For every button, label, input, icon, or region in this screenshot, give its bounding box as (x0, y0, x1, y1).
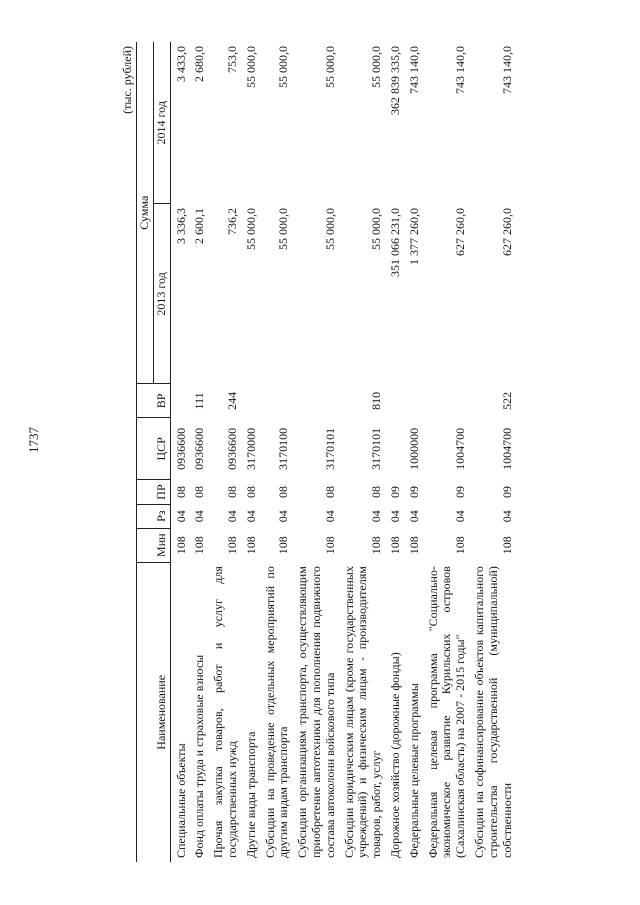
rotated-content (120, 42, 610, 862)
table-row (208, 42, 241, 862)
cell-2014: 55 000,0 (243, 46, 258, 88)
cell-vr (423, 384, 469, 418)
header-name: Наименование (137, 562, 171, 862)
cell-csr: 1000000 (406, 427, 421, 470)
cell-csr: 3170101 (322, 427, 337, 470)
header-2013: 2013 год (153, 204, 170, 384)
table-body (170, 42, 515, 862)
cell-min: 108 (224, 536, 239, 555)
cell-csr: 0936600 (192, 427, 207, 470)
header-csr: ЦСР (137, 418, 171, 480)
cell-rz: 04 (173, 510, 188, 523)
cell-name: Субсидии юридическим лицам (кроме государственных учреждений) и физическим лицам - производителям товаров, работ, услуг (341, 566, 384, 858)
cell-2013: 1 377 260,0 (406, 207, 421, 265)
cell-2013: 351 066 231,0 (387, 207, 402, 277)
cell-2014: 55 000,0 (322, 46, 337, 88)
cell-csr: 3170000 (243, 427, 258, 470)
cell-csr: 1004700 (453, 427, 468, 470)
cell-vr (292, 384, 338, 418)
cell-2014: 743 140,0 (406, 46, 421, 94)
cell-2013: 55 000,0 (369, 207, 384, 250)
cell-pr: 08 (192, 486, 207, 499)
cell-pr: 08 (369, 486, 384, 499)
cell-vr: 810 (369, 391, 384, 410)
header-2014: 2014 год (153, 42, 170, 204)
table-row (339, 42, 385, 862)
table-row (404, 42, 423, 862)
table-row (260, 42, 293, 862)
table-header (137, 42, 171, 862)
cell-rz: 04 (453, 510, 468, 523)
cell-vr (241, 384, 260, 418)
cell-csr: 1004700 (499, 427, 514, 470)
cell-2013: 736,2 (224, 207, 239, 235)
table-row (469, 42, 515, 862)
cell-rz: 04 (276, 510, 291, 523)
cell-min: 108 (387, 536, 402, 555)
cell-vr (170, 384, 189, 418)
cell-vr: 244 (224, 391, 239, 410)
cell-2014: 362 839 335,0 (387, 46, 402, 115)
cell-min: 108 (453, 536, 468, 555)
cell-name: Федеральные целевые программы (406, 683, 421, 858)
cell-2013: 2 600,1 (192, 207, 207, 244)
cell-pr: 09 (406, 486, 421, 499)
cell-vr: 522 (499, 391, 514, 410)
cell-pr: 08 (243, 486, 258, 499)
cell-min: 108 (369, 536, 384, 555)
cell-rz: 04 (192, 510, 207, 523)
table-row (189, 42, 208, 862)
cell-2013: 55 000,0 (276, 207, 291, 250)
header-sum: Сумма (137, 42, 154, 384)
cell-2014: 753,0 (224, 46, 239, 73)
cell-min: 108 (192, 536, 207, 555)
cell-pr: 09 (499, 486, 514, 499)
cell-name: Прочая закупка товаров, работ и услуг для государственных нужд (211, 566, 239, 858)
cell-name: Субсидии на проведение отдельных мероприятий по другим видам транспорта (262, 566, 291, 858)
cell-name: Специальные объекты (173, 743, 188, 858)
cell-rz: 04 (387, 510, 402, 523)
cell-name: Федеральная целевая программа "Социально-экономическое развитие Курильских островов (Сахалинская область) на 2007 - 2015 годы" (425, 566, 468, 858)
cell-rz: 04 (369, 510, 384, 523)
cell-min: 108 (406, 536, 421, 555)
cell-csr (385, 418, 404, 480)
cell-2013: 55 000,0 (322, 207, 337, 250)
cell-rz: 04 (243, 510, 258, 523)
cell-vr (404, 384, 423, 418)
budget-table (136, 42, 515, 862)
cell-2013: 627 260,0 (453, 207, 468, 256)
cell-vr (260, 384, 293, 418)
cell-2014: 3 433,0 (173, 46, 188, 82)
cell-min: 108 (243, 536, 258, 555)
cell-2014: 2 680,0 (192, 46, 207, 82)
table-row (423, 42, 469, 862)
table-row (170, 42, 189, 862)
cell-csr: 0936600 (224, 427, 239, 470)
table-row (292, 42, 338, 862)
cell-name: Дорожное хозяйство (дорожные фонды) (387, 652, 402, 858)
cell-2013: 55 000,0 (243, 207, 258, 250)
cell-min: 108 (322, 536, 337, 555)
header-pr: ПР (137, 480, 171, 504)
cell-name: Фонд оплаты труда и страховые взносы (192, 654, 207, 858)
header-rz: Рз (137, 504, 171, 528)
cell-2014: 743 140,0 (499, 46, 514, 94)
cell-pr: 08 (276, 486, 291, 499)
cell-2013: 3 336,3 (173, 207, 188, 244)
table-row (241, 42, 260, 862)
cell-2014: 55 000,0 (276, 46, 291, 88)
cell-pr: 09 (387, 486, 402, 499)
rotated-page (120, 42, 610, 862)
cell-name: Другие виды транспорта (243, 731, 258, 858)
cell-min: 108 (499, 536, 514, 555)
header-vr: ВР (137, 384, 171, 418)
cell-pr: 08 (322, 486, 337, 499)
cell-csr: 0936600 (173, 427, 188, 470)
cell-pr: 09 (453, 486, 468, 499)
cell-rz: 04 (499, 510, 514, 523)
cell-min: 108 (173, 536, 188, 555)
cell-pr: 08 (173, 486, 188, 499)
cell-csr: 3170101 (369, 427, 384, 470)
cell-vr: 111 (192, 392, 207, 410)
cell-name: Субсидии на софинансирование объектов капитального строительства государственной (муниципальной) собственности (471, 566, 514, 858)
page-number: 1737 (26, 427, 41, 453)
cell-2013: 627 260,0 (499, 207, 514, 256)
cell-2014: 55 000,0 (369, 46, 384, 88)
cell-name: Субсидии организациям транспорта, осуществляющим приобретение автотехники для пополнения подвижного состава автоколонн войскового типа (295, 566, 337, 858)
cell-min: 108 (276, 536, 291, 555)
cell-rz: 04 (406, 510, 421, 523)
cell-pr: 08 (224, 486, 239, 499)
cell-2014: 743 140,0 (453, 46, 468, 94)
header-min: Мин (137, 528, 171, 562)
units-label: (тыс. рублей) (120, 46, 134, 114)
cell-rz: 04 (322, 510, 337, 523)
cell-vr (385, 384, 404, 418)
table-row (385, 42, 404, 862)
cell-rz: 04 (224, 510, 239, 523)
cell-csr: 3170100 (276, 427, 291, 470)
